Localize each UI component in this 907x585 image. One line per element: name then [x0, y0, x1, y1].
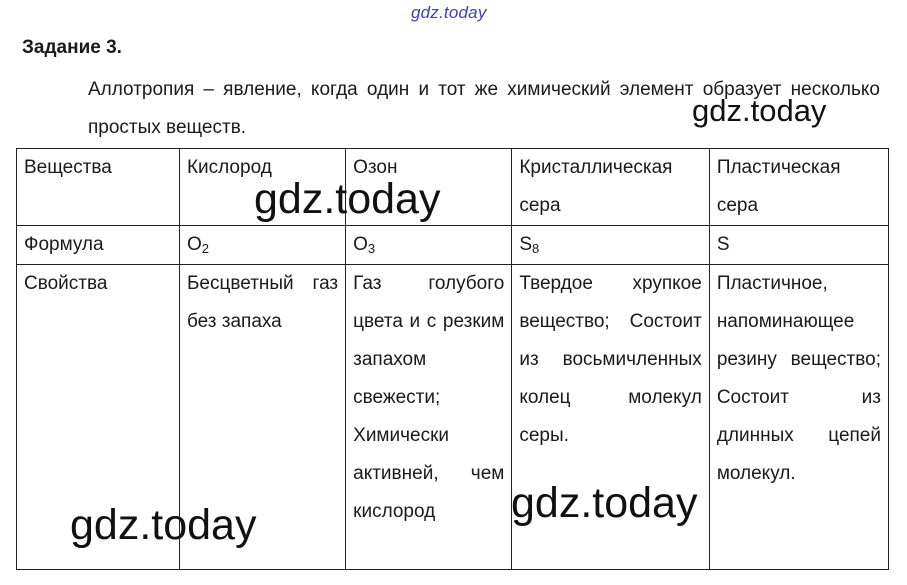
formula-symbol: O — [186, 234, 202, 255]
formula-subscript: 8 — [532, 241, 540, 256]
formula-label-cell: Формула — [17, 226, 180, 265]
table-header-row — [17, 149, 889, 226]
formula-subscript: 2 — [201, 241, 209, 256]
table-row-formula — [17, 226, 889, 265]
header-cell-substances: Вещества — [17, 149, 180, 226]
watermark-text: gdz.today — [70, 501, 257, 549]
task-intro-paragraph: Аллотропия – явление, когда один и тот же химический элемент образует несколько простых веществ. — [88, 79, 880, 138]
properties-oxygen-cell: Бесцветный газ без запаха — [179, 265, 345, 570]
properties-ozone-cell: Газ голубого цвета и с резким запахом свежести; Химически активней, чем кислород — [346, 265, 512, 570]
site-watermark-top: gdz.today — [411, 3, 487, 22]
properties-plastic-sulfur-cell: Пластичное, напоминающее резину вещество; Состоит из длинных цепей молекул. — [709, 265, 888, 570]
formula-subscript: 3 — [367, 241, 376, 256]
properties-label-cell: Свойства — [17, 265, 180, 570]
formula-symbol: S — [716, 234, 730, 255]
header-cell-crystal-sulfur: Кристаллическая сера — [512, 149, 709, 226]
formula-oxygen-cell — [179, 226, 345, 265]
allotropes-table — [16, 148, 889, 570]
formula-plastic-sulfur-cell — [709, 226, 888, 265]
watermark-text: gdz.today — [511, 479, 698, 527]
header-cell-oxygen: Кислород — [179, 149, 345, 226]
watermark-text: gdz.today — [692, 93, 827, 128]
watermark-text: gdz.today — [254, 175, 441, 223]
formula-symbol: O — [353, 234, 368, 255]
table-row-properties — [17, 265, 889, 570]
formula-symbol: S — [519, 234, 533, 255]
task-title: Задание 3. — [22, 37, 122, 58]
header-cell-plastic-sulfur: Пластическая сера — [709, 149, 888, 226]
properties-crystal-sulfur-cell: Твердое хрупкое вещество; Состоит из восьмичленных колец молекул серы. — [512, 265, 709, 570]
header-cell-ozone: Озон — [346, 149, 512, 226]
formula-crystal-sulfur-cell — [512, 226, 709, 265]
formula-ozone-cell — [346, 226, 512, 265]
